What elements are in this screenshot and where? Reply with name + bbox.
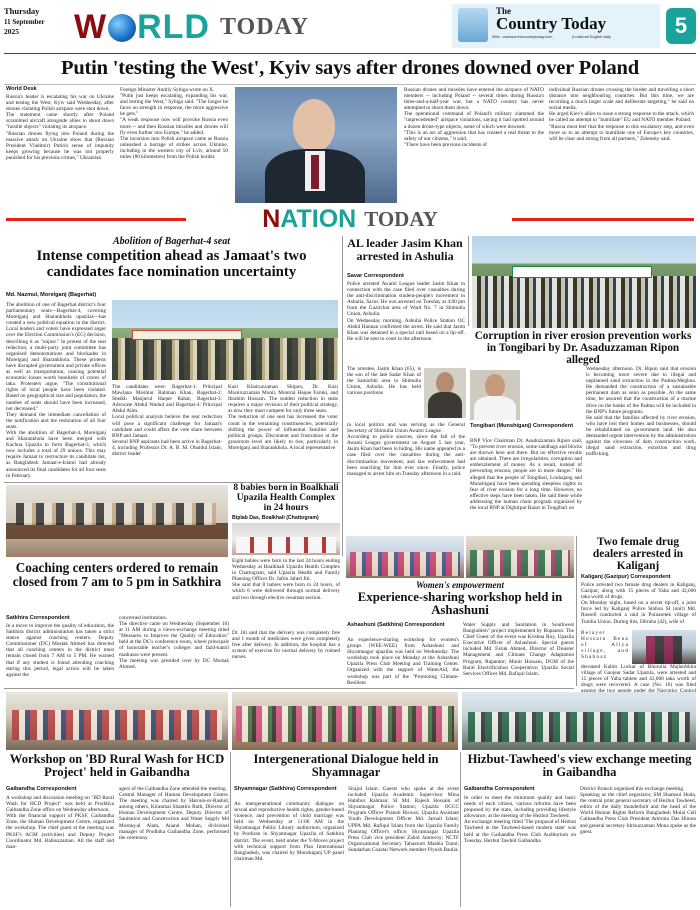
women-photo-2 <box>466 536 574 578</box>
nation-today-logo <box>190 205 510 233</box>
coaching-col2: concerned institutions. The directive came on Wednesday (September 10) at 11 AM during a views-exchange meeting titled "Measures to Improve the Quality of Education" held at the DC's conference room, where principals of honorable teacher's colleges and fazil-kamil madrasas were present. The meeting was presided over by DC Mostak Ahmed. <box>119 615 229 670</box>
jasim-p3: in local politics and was serving as the General Secretary of Shimulia Union Awami League. According to police sources, since the fall of the Awami League government on August 5 last year, Jasim Khan had been in hiding. His name appeared in a case filed over the casualties during the anti-discrimination movement, and law enforcement had been searching for him ever since. Finally, police managed to arrest him on Tuesday afternoon in a raid. <box>347 422 465 477</box>
divider-v1 <box>342 236 343 556</box>
workshop-people-2 <box>470 550 570 576</box>
dialogue-photo <box>232 692 458 750</box>
today-word: TODAY <box>219 14 310 40</box>
bagerhat-kicker: Abolition of Bagerhat-4 seat <box>113 236 230 247</box>
lead-col4: individual Russian drones crossing the border and travelling a short distance into neighbouring countries. But this time, we are recording a much larger scale and deliberate targeting," he said on social media. He urged Kiev's allies to issue a strong response to the attack, which he called an attempt to "humiliate" EU and NATO member Poland. "Russia must feel that the response to this escalatory step, and even more so to an attempt to humiliate one of Europe's key countries, will be clear and strong from all partners," Zelensky said. <box>549 87 694 142</box>
hizbut-headline: Hizbut-Tawheed's view exchange meeting in Gaibandha <box>467 752 692 780</box>
bagerhat-col3: Kazi Khairuzzaman Shipon, Dr. Kazi Moniruzzaman Monir, Monirul Haque Faruki, and Ibrahim Hossain. The sudden reduction in seats requires a major revision of their political strategy, as now they must compete for only three seats. The reduction of one seat has increased the voter count in the remaining constituencies, potentially shifting the power of influential families and political groups. Discontent and frustration at the grassroots level are likely to rise, particularly in Morelganj and Sharankhola. A local representative <box>228 384 338 451</box>
women-col2: Water Supply and Sanitation in Southwest Bangladesh" project implemented by Rupantor. The Chief Guest of the event was Krishna Roy, Upazila Executive Officer of Ashashuni. Special guests included Md. Faruk Ahmed, Director of Disaster Management and Climate Change Adaptation Program, Rupantor; Monir Hossain, DGM of the Rural Electrification Cooperative; Upazila Social Services Officer Md. Rafiqul Islam. <box>463 622 574 677</box>
workshop-people <box>350 552 460 576</box>
date-box <box>4 6 44 46</box>
nation-letters: ATION <box>280 205 357 233</box>
babies-headline: 8 babies born in Boalkhali Upazila Health Complex in 24 hours <box>233 483 339 513</box>
hizbut-byline: Gaibandha Correspondent <box>464 786 535 792</box>
drug-p1: Police arrested two female drug dealers in Kaliganj, Gazipur, along with 15 pieces of Yaba and 42,000 taka worth of drugs. On Monday night, based on a secret tip-off, a joint force led by Kaliganj Police Station SI (unit) Md. Russell conducted a raid in Poinaretek village of Tumlia Union. During this, Dilruba (42), wife of <box>581 582 696 625</box>
hospital-beds <box>236 537 336 553</box>
bagerhat-headline: Intense competition ahead as Jamaat's two candidates face nomination uncertainty <box>36 248 307 280</box>
globe-icon <box>108 14 136 42</box>
banner-right-bar <box>512 218 694 221</box>
women-headline: Experience-sharing workshop held in Ashashuni <box>357 590 563 618</box>
jasim-body <box>428 392 462 418</box>
drug-suspects <box>646 636 682 664</box>
logo-the: The <box>496 6 512 16</box>
babies-text: Eight babies were born in the last 24 hours ending Wednesday at Boalkhali Upazila Health Complex in Chattogram, said Upazila Health and Family Planning Officer Dr. Jaftin Jahed Jiti. She said that 8 babies were born in 24 hours, of which 6 were delivered through normal delivery and two through elective cesarean section. <box>232 558 340 601</box>
bagerhat-col2: The candidates were: Bagerhat-1: Principal Mawlana Moshiur Rahman Khan, Bagerhat-2: Sheikh Manjurul Haque Rahat, Bagerhat-3: Advocate Abdul Wadud and Bagerhat-4: Principal Abdul Alim. Local political analysts believe the seat reduction will pose a significant challenge for Jamaat's candidate and could affect the vote share between BNP and Jamaat. Several BNP aspirants had been active in Bagerhat-4, including Professor Dr. A. B. M. Obaidul Islam, district leader <box>112 384 222 458</box>
rally-crowd <box>472 276 696 328</box>
jasim-p1: Police arrested Awami League leader Jasim Khan in connection with the case filed over casualties during the anti-discrimination student-people's movement in Ashulia, Savar. He was arrested on Tuesday at 4:00 pm from the Gazirchat area of Ward No. 7 in Shimulia Union, Ashulia. On Wednesday morning, Ashulia Police Station OC Abdul Hannan confirmed the arrest. He said that Jasim Khan was detained in a special raid based on a tip-off. He will be sent to court in the afternoon. <box>347 281 465 342</box>
rural-photo <box>6 692 228 750</box>
hizbut-photo <box>462 692 696 750</box>
hizbut-participants <box>468 712 690 742</box>
banner-left-bar <box>6 218 186 221</box>
ripon-head <box>485 374 505 398</box>
jasim-photo <box>424 368 466 418</box>
rural-byline: Gaibandha Correspondent <box>6 786 77 792</box>
meeting-table <box>6 523 228 539</box>
masthead-rule <box>4 53 696 54</box>
dialogue-col2: Sirajul Islam. Guests who spoke at the event included Upazila Academic Supervisor Mina Habibur Rahman; SI Md. Rajesh Hossain of Shyamnagar Police Station; Upazila OCCC Program Officer Pranob Biswas; Upazila Assistant Youth Development Officer Md. Jarnail Islam; UPPA Md. Rafiqul Islam from the Upazila Family Planning Officer's office; Shyamnagar Upazila Press Club vice president Zahid Jaintoroy; NCTF Organizational Secretary Tabassum Mashia Tonni; Sundarban Coastal Network member Piyush Baulia. <box>348 786 459 853</box>
nation-today-word: TODAY <box>364 207 438 231</box>
divider-v3 <box>576 536 577 686</box>
drug-byline: Kaliganj (Gazipur) Correspondent <box>581 574 671 580</box>
divider-v5 <box>460 752 461 907</box>
drug-headline: Two female drug dealers arrested in Kaliganj <box>592 536 684 572</box>
year: 2025 <box>4 27 19 36</box>
dialogue-byline: Shyamnagar (Satkhira) Correspondent <box>234 786 337 792</box>
nation-today-banner <box>0 205 700 233</box>
women-col1: An experience-sharing workshop for women's groups (WEE-WEE) from Ashashuni and Shyamnagar upazilas was held on Wednesday. The workshop took place on Monday at the Ashashuni Upazila Press Club Meeting and Training Center. Organized with the support of WaterAid, the workshop was part of the "Promoting Climate-Resilient <box>347 637 459 686</box>
women-photo <box>346 536 464 578</box>
rural-participants <box>12 710 222 740</box>
lead-headline: Putin 'testing the West', Kyiv says after drones downed over Poland <box>61 57 639 79</box>
women-kicker: Women's empowerment <box>415 580 505 590</box>
rural-headline: Workshop on 'BD Rural Wash for HCD Project' held in Gaibandha <box>9 752 225 780</box>
world-letter-w: W <box>74 8 108 46</box>
ripon-photo <box>470 370 520 420</box>
bagerhat-byline: Md. Nazmul, Morelganj (Bagerhat) <box>6 292 97 298</box>
divider-v4 <box>230 752 231 907</box>
world-today-logo <box>74 8 334 48</box>
lead-byline: World Desk <box>6 86 37 92</box>
page-number: 5 <box>674 13 688 38</box>
jasim-p2: The arrestee, Jasim Khan (65), is the son of the late Sadar Khan of the Samorbhi area in Shimulia Union, Ashulia. He has held various positions <box>347 366 421 397</box>
coaching-col1: In a move to improve the quality of education, the Satkhira district administration has taken a strict stance against coaching centers. Deputy Commissioner (DC) Mostak Ahmed has directed that all coaching centers in the district must remain closed from 7 AM to 5 PM. He warned that if any student is found attending coaching during this period, legal action will be taken against the <box>6 623 114 678</box>
drug-p3: deceased Kalim Luckar of Bhurulia Majherbhita village of Gaojear Sadar Upazila, were arrested and 15 pieces of Yaba tablets and 42,000 taka worth of drugs were recovered. A case (No. 16) was filed <box>581 664 696 689</box>
news-tower-icon <box>458 8 488 42</box>
world-letters-rld: RLD <box>137 8 210 46</box>
corruption-col2: Wednesday afternoon. Dr. Ripon said that erosion is becoming more severe due to illegal and unplanned sand extraction in the Padma-Meghna. He demanded the construction of a sustainable permanent dam as soon as possible. At the same time, he assured that the construction of a marine drive on the banks of the Padma will be included in the BNP's future programs. He said that the families affected by river erosion, who have lost their homes and businesses, should be rehabilitated on government land. He also demanded urgent intervention by the administration against the slowness of dam construction work, illegal sand extraction, extortion and drug trafficking. <box>586 366 696 458</box>
meeting-people <box>16 503 216 525</box>
bagerhat-col1: The abolition of one of Bagerhat district's four parliamentary seats—Bagerhat-4, covering Morelganj and Sharankhola upazilas—has created a new political equation in the district. Local leaders and voters have expressed anger over the Election Commission's (EC) decision, describing it as "unjust." In protest of the seat reduction, a multi-party joint committee has organised demonstrations and blockades in Morelganj and Sharankhola. These protests have disrupted government and private offices as well as transportation, causing potential economic losses worth hundreds of crores of taka. Protesters argue, "The constitutional rights of local people have been violated. Based on geographical size and population, the number of seats should have been increased, not decreased." They demand the immediate cancellation of the notification and the restoration of all four seats. With the abolition of Bagerhat-4, Morelganj and Sharankhola have been merged with Kachua Upazila to form Bagerhat-3, which now includes a total of 29 unions. This may require Jamaat to restructure its candidate list, as Bangladesh Jamaat-e-Islami had already announced its final candidates for all four seats in February. <box>6 302 106 479</box>
putin-photo <box>235 87 397 203</box>
lead-col2: Foreign Minister Andriy Sybiga wrote on X. "Putin just keeps escalating, expanding his war, and testing the West," Sybiga said. "The longer he faces no strength in response, the more aggressive he gets." "A weak response now will provoke Russia even more -- and then Russian missiles and drones will fly even further into Europe," he added. The incursion into Polish airspace came as Russia unleashed a barrage of strikes across Ukraine, including in the western city of Lviv, around 50 miles (80 kilometres) from the Polish border. <box>120 87 228 161</box>
protest-banner <box>132 330 242 340</box>
dialogue-col1: An intergenerational community dialogue on sexual and reproductive health rights, gender-based violence, and prevention of child marriage was held on Wednesday at 11:00 AM in the Shyamnagar Public Library auditorium, organized by Pordiran in Shyamnagar Upazila of Satkhira district. The event, held under the Y-Moves project with technical support from Plan International Bangladesh, was chaired by Munshiganj UP panel chairman Md. <box>234 801 344 862</box>
hizbut-col1: In order to meet the minimum quality and basic needs of each citizen, various reforms have been proposed by the state, including providing lifestyle allowance, at the meeting of the Hezbut Tawheed. An exchange meeting titled 'The proposal of Hezbut Tawheed in the Tawheed-based modern state' was held at the Gaibandha Press Club Auditorium on Tuesday. Hezbut Tawhid Gaibandha <box>464 795 576 844</box>
rural-col1: A workshop and discussion meeting on "BD Rural Wash for HCD Project" was held at Proddiva Gaibandha Zone office on Wednesday afternoon. With the financial support of PKSF, Gaibandha Zone, the Human Development Centre, organized the workshop. The chief guest at the meeting was PKSF's AGM (activities) and Deputy Project Coordinator Md. Rabiuzzaman. All the staff and man- <box>6 795 114 850</box>
lead-rule <box>4 84 696 85</box>
women-byline: Ashashuni (Satkhira) Correspondent <box>347 622 445 628</box>
divider-v2 <box>468 236 469 326</box>
corruption-byline: Tongibari (Munshiganj) Correspondent <box>470 423 574 429</box>
logo-url: Web : wwwww.thecountrytoday.com <box>492 35 553 39</box>
coaching-byline: Satkhira Correspondent <box>6 615 70 621</box>
date-line: 11 September <box>4 18 45 26</box>
drug-p2: Belayet Hossain Bena of Aliya village, and Shahnaz <box>581 630 629 660</box>
rural-col2: agers of the Gaibandha Zone attended the meeting. Central Manager of Human Development Centre. The meeting was chaired by Haroun-or-Rashid, among others, Kiranmai Shantiro Ruth, Director of Human Development Centre, Deputy Director of Sanitation and Construction and Water Supply Md Mostaq-al Alam, Anand Mohan, divisional manager of Prodhika Gaibandha Zone, performed the ceremony. <box>119 786 229 841</box>
ripon-body <box>474 396 516 420</box>
masthead <box>0 0 700 52</box>
page-number-badge <box>666 8 696 44</box>
weekday: Thursday <box>4 6 40 16</box>
babies-byline: Biplab Das, Boalkhali (Chattogram) <box>232 515 319 521</box>
jasim-head <box>436 372 454 394</box>
logo-name: Country Today <box>496 14 607 33</box>
jasim-byline: Savar Correspondent <box>347 273 404 279</box>
nation-letter-n: N <box>262 205 281 233</box>
dialogue-participants <box>236 706 454 742</box>
hizbut-col2: District Branch organised this exchange meeting. Speaking as the chief negotiator, SM Shamsul Huda, the central print general secretary of Hezbut Tawheed, editor of the daily thunderbolt and the head of the World Human Rights Reform Bangladesh Mulai Cell Gaibandha Press Club President Amirulo Das Himon and general secretary Idrisuzzaman Mona spoke as the guest. <box>580 786 696 835</box>
coaching-headline: Coaching centers ordered to remain closed from 7 am to 5 pm in Satkhira <box>12 560 222 589</box>
coaching-photo <box>6 485 228 557</box>
corruption-headline: Corruption in river erosion prevention works in Tongibari by Dr. Asaduzzaman Ripon alleged <box>474 330 692 366</box>
lead-col1: Russia's leader is escalating his war on Ukraine and testing the West, Kyiv said Wednesday, after drones violating Polish airspace were shot down. The statement came shortly after Poland scrambled aircraft alongside allies to shoot down "hostile objects" violating its airspace. "Russian drones flying into Poland during the massive attack on Ukraine show that (Russian President Vladimir) Putin's sense of impunity keeps growing because he was not properly punished for his previous crimes," Ukrainian <box>6 94 114 161</box>
babies-text2: Dr. Jiti said that the delivery was completely free and 1 month of medicines were given completely free after delivery. In addition, the hospital has a system of exercise for normal delivery by trained nurses. <box>232 630 340 661</box>
protest-crowd <box>112 338 338 380</box>
rally-banner <box>512 266 652 278</box>
jasim-headline: AL leader Jasim Khan arrested in Ashulia <box>347 236 463 263</box>
dialogue-headline: Intergenerational Dialogue held in Shyamnagar <box>253 752 439 780</box>
babies-photo <box>232 523 340 555</box>
portrait-head <box>293 99 335 151</box>
lead-col3: Russian drones and missiles have entered the airspace of NATO members -- including Poland -- several times during Russia's three-and-a-half-year war, but a NATO country has never attempted to shoot them down. The operational command of Poland's military slammed the "unprecedented" airspace violations, saying it had spotted around a dozen drone-type objects, some of which were downed. "This is an act of aggression that has created a real threat to the safety of our citizens," it said. "There have been previous incidents of <box>404 87 544 148</box>
portrait-tie <box>311 155 319 189</box>
rally-photo <box>472 236 696 328</box>
corruption-col1: BNP Vice Chairman Dr. Asaduzzaman Ripon said, "To prevent river erosion, some sandbags and blocks are thrown here and there. But no effective results are obtained. There are irregularities, corruption and embezzlement of money. As a result, instead of preventing erosion, people are in more danger." He alleged that the people of Tongibari, Louhajang and Munshiganj have been spending sleepless nights in fear of river erosion for a long time. However, no effective steps have been taken. He said these while addressing the human chain program organized by the local BNP at Dighirpar Bazar in Tongibari on <box>470 438 582 512</box>
country-today-logo <box>452 4 660 48</box>
logo-tagline: A national English daily <box>572 35 612 39</box>
divider-h-mid <box>4 688 574 689</box>
drug-photo <box>632 630 696 664</box>
bagerhat-photo <box>112 300 338 380</box>
